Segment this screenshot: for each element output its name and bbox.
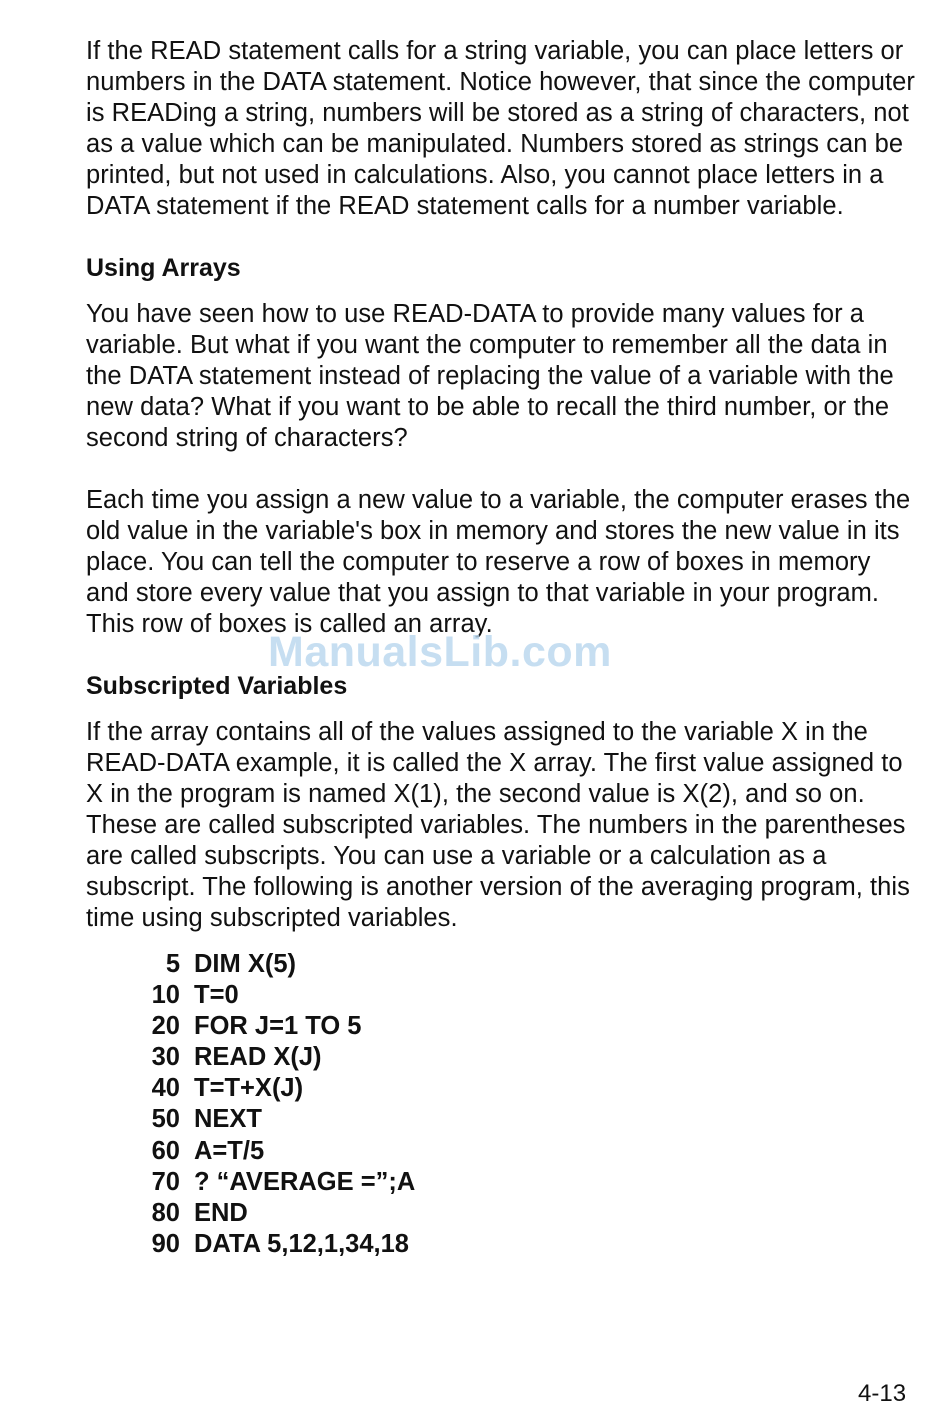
line-number: 50 xyxy=(151,1105,180,1134)
code-line xyxy=(146,1198,916,1229)
line-number: 80 xyxy=(151,1198,180,1227)
page-content xyxy=(86,36,916,1260)
code-line xyxy=(146,1042,916,1073)
code-text: DATA 5,12,1,34,18 xyxy=(194,1229,409,1258)
line-number: 60 xyxy=(151,1136,180,1165)
line-number: 5 xyxy=(165,950,180,978)
code-line xyxy=(146,1136,916,1167)
code-text: FOR J=1 TO 5 xyxy=(194,1012,362,1041)
arrays-paragraph-1: You have seen how to use READ-DATA to provide many values for a variable. But what if you want the computer to remember all the data in the DATA statement instead of replacing the value of a variable with the new data? What if you want to be able to recall the third number, or the second string of characters? xyxy=(86,300,894,452)
code-line xyxy=(146,1011,916,1042)
heading-subscripted-variables: Subscripted Variables xyxy=(86,672,348,700)
line-number: 70 xyxy=(151,1167,180,1196)
arrays-paragraph-2: Each time you assign a new value to a variable, the computer erases the old value in the variable's box in memory and stores the new value in its place. You can tell the computer to reserve a row of boxes in memory and store every value that you assign to that variable in your program. This row of boxes is called an array. xyxy=(86,486,911,638)
code-text: END xyxy=(194,1198,248,1227)
code-text: READ X(J) xyxy=(194,1043,322,1072)
code-line xyxy=(146,1073,916,1104)
code-line xyxy=(146,980,916,1011)
code-text: T=0 xyxy=(194,981,239,1010)
line-number: 40 xyxy=(151,1074,180,1103)
code-text: ? “AVERAGE =”;A xyxy=(194,1167,416,1196)
page-number: 4-13 xyxy=(858,1380,907,1407)
line-number: 90 xyxy=(151,1229,180,1258)
code-text: NEXT xyxy=(194,1105,263,1134)
intro-paragraph: If the READ statement calls for a string variable, you can place letters or numbers in the DATA statement. Notice however, that since the computer is READing a string, numbers will be stored as a string of characters, not as a value which can be manipulated. Numbers stored as strings can be printed, but not used in calculations. Also, you cannot place letters in a DATA statement if the READ statement calls for a number variable. xyxy=(86,37,915,220)
code-text: DIM X(5) xyxy=(194,950,296,978)
code-line xyxy=(146,1229,916,1260)
watermark: ManualsLib.com xyxy=(268,628,612,676)
code-text: A=T/5 xyxy=(194,1136,265,1165)
code-line xyxy=(146,949,916,980)
line-number: 30 xyxy=(151,1043,180,1072)
line-number: 20 xyxy=(151,1012,180,1041)
code-text: T=T+X(J) xyxy=(194,1074,304,1103)
code-listing xyxy=(146,949,916,1260)
code-line xyxy=(146,1167,916,1198)
line-number: 10 xyxy=(151,981,180,1010)
heading-using-arrays: Using Arrays xyxy=(86,254,241,282)
subscripted-paragraph: If the array contains all of the values assigned to the variable X in the READ-DATA example, it is called the X array. The first value assigned to X in the program is named X(1), the second value is X(2), and so on. These are called subscripted variables. The numbers in the parentheses are called subscripts. You can use a variable or a calculation as a subscript. The following is another version of the averaging program, this time using subscripted variables. xyxy=(86,718,910,932)
code-line xyxy=(146,1104,916,1135)
